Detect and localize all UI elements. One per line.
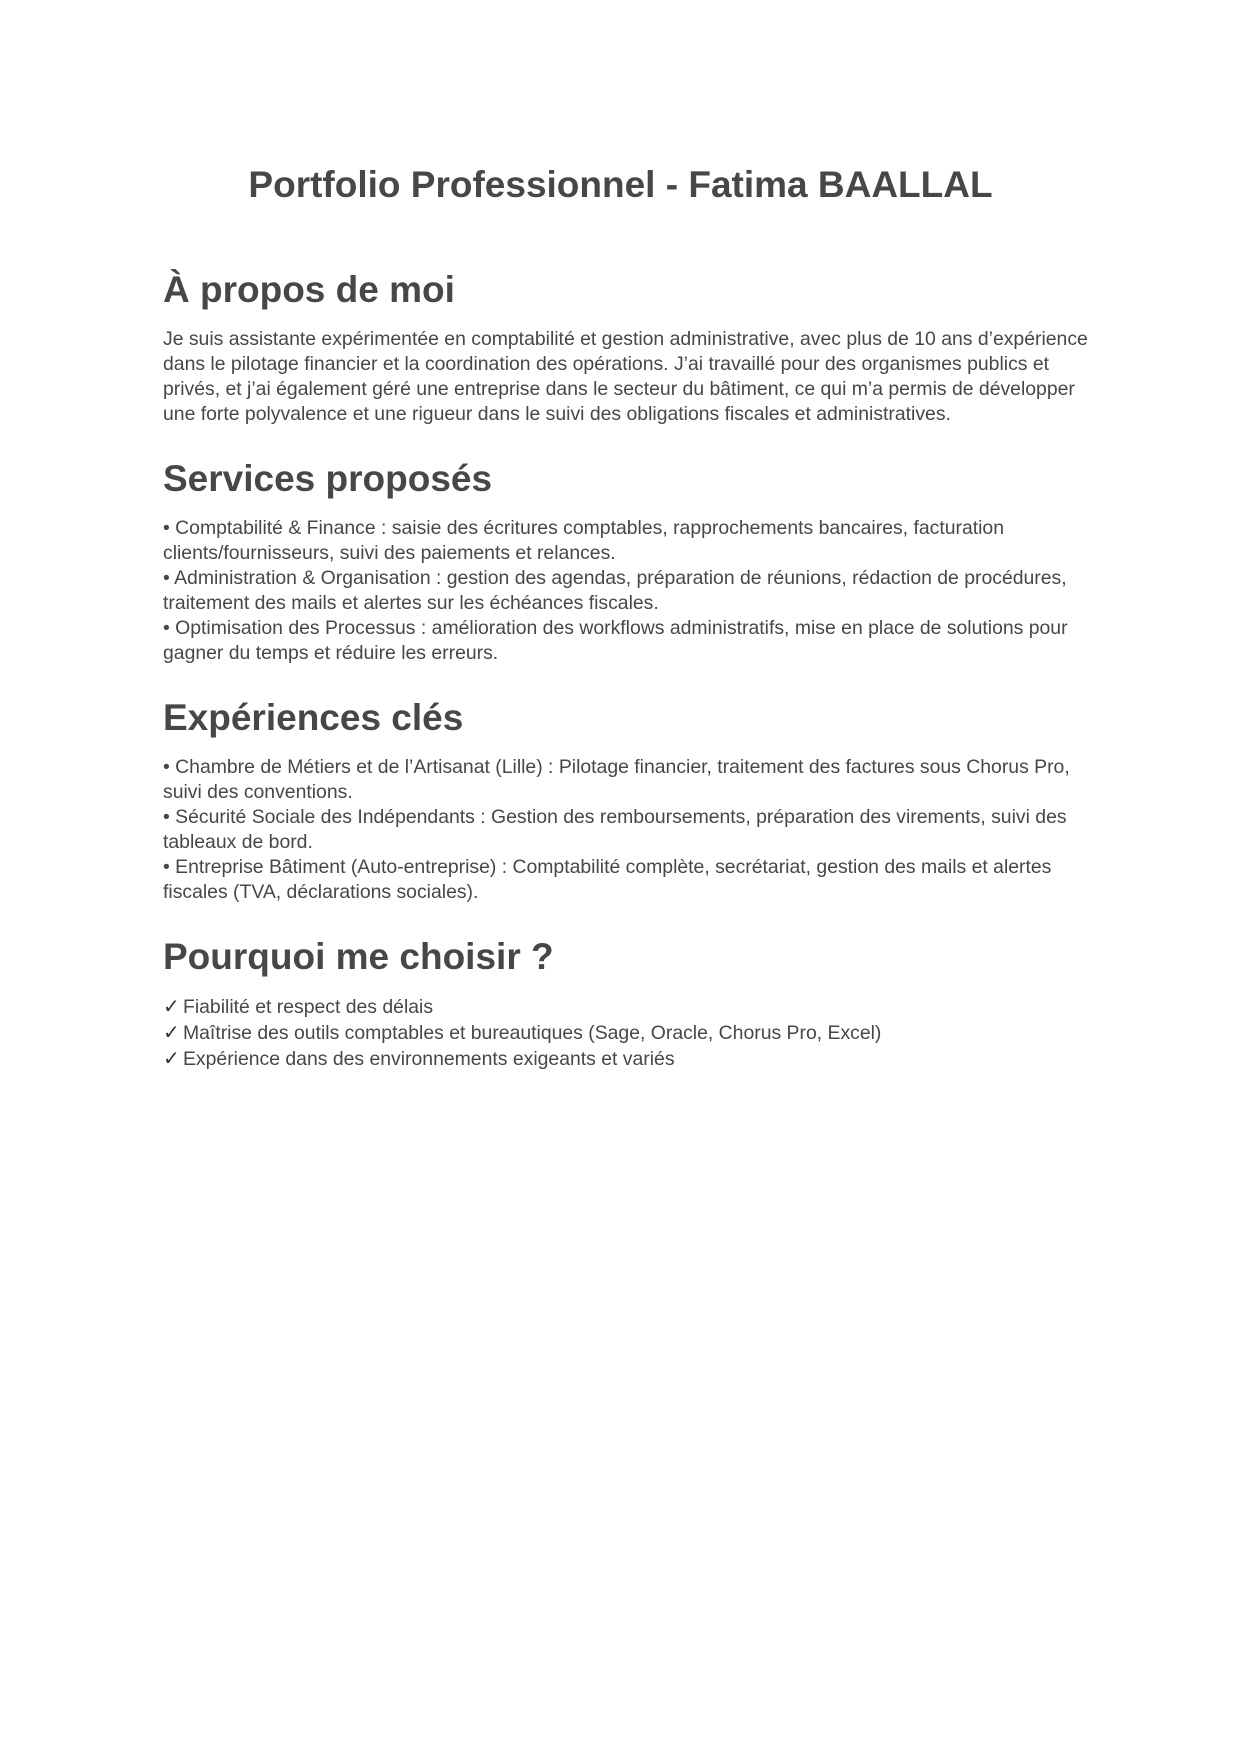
why-me-list <box>163 994 1093 1072</box>
section-heading-about: À propos de moi <box>163 269 455 310</box>
check-list-item <box>163 1020 1093 1046</box>
list-item: • Entreprise Bâtiment (Auto-entreprise) : Comptabilité complète, secrétariat, gestion des mails et alertes fiscales (TVA, déclarations sociales). <box>163 856 1052 903</box>
list-item: • Optimisation des Processus : amélioration des workflows administratifs, mise en place de solutions pour gagner du temps et réduire les erreurs. <box>163 617 1068 664</box>
section-about <box>163 266 1093 427</box>
list-item: • Sécurité Sociale des Indépendants : Gestion des remboursements, préparation des virements, suivi des tableaux de bord. <box>163 806 1067 853</box>
list-item: • Chambre de Métiers et de l’Artisanat (Lille) : Pilotage financier, traitement des factures sous Chorus Pro, suivi des conventions. <box>163 756 1070 803</box>
checkmark-icon: ✓ <box>163 1046 180 1070</box>
list-item: • Comptabilité & Finance : saisie des écritures comptables, rapprochements bancaires, facturation clients/fournisseurs, suivi des paiements et relances. <box>163 517 1004 564</box>
section-experiences <box>163 694 1093 905</box>
document-body <box>163 266 1093 1072</box>
check-item-label: Expérience dans des environnements exigeants et variés <box>183 1048 675 1070</box>
checkmark-icon: ✓ <box>163 1020 180 1044</box>
section-heading-why-me: Pourquoi me choisir ? <box>163 936 554 977</box>
services-list <box>163 516 1093 666</box>
section-heading-experiences: Expériences clés <box>163 697 464 738</box>
check-item-label: Fiabilité et respect des délais <box>183 996 434 1018</box>
about-paragraph: Je suis assistante expérimentée en comptabilité et gestion administrative, avec plus de 10 ans d’expérience dans le pilotage financier et la coordination des opérations. J’ai travaillé pour des organismes publics et privés, et j’ai également géré une entreprise dans le secteur du bâtiment, ce qui m’a permis de développer une forte polyvalence et une rigueur dans le suivi des obligations fiscales et administratives. <box>163 328 1088 425</box>
check-list-item <box>163 1046 1093 1072</box>
checkmark-icon: ✓ <box>163 994 180 1018</box>
list-item: • Administration & Organisation : gestion des agendas, préparation de réunions, rédaction de procédures, traitement des mails et alertes sur les échéances fiscales. <box>163 567 1067 614</box>
section-why-me <box>163 933 1093 1072</box>
experiences-list <box>163 755 1093 905</box>
section-services <box>163 455 1093 666</box>
document-title: Portfolio Professionnel - Fatima BAALLAL <box>248 164 993 205</box>
check-list-item <box>163 994 1093 1020</box>
section-heading-services: Services proposés <box>163 458 493 499</box>
check-item-label: Maîtrise des outils comptables et bureautiques (Sage, Oracle, Chorus Pro, Excel) <box>183 1022 882 1044</box>
